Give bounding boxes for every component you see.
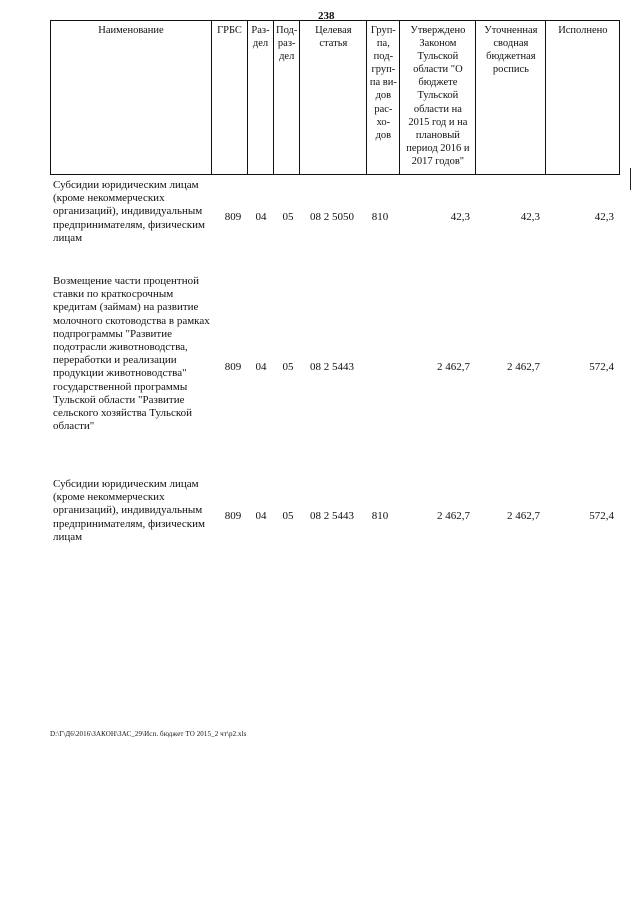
row-grbs: 809	[224, 211, 242, 223]
row-celevaya-statya: 08 2 5443	[310, 361, 354, 373]
header-utverzhdeno: Утверждено Законом Тульской области "О бюджете Тульской области на 2015 год и на плановый период 2016 и 2017 годов"	[400, 21, 476, 175]
header-razdel: Раз-дел	[248, 21, 274, 175]
header-podrazdel: Под-раз-дел	[274, 21, 300, 175]
footer-file-path: D:\Г\Д6\2016\ЗАКОН\ЗАС_29\Исп. бюджет ТО 2015_2 чт\р2.xls	[50, 730, 247, 738]
row-razdel: 04	[255, 211, 267, 223]
header-ispolneno: Исполнено	[546, 21, 620, 175]
row-gruppa: 810	[371, 510, 389, 522]
row-ispolneno: 572,4	[589, 510, 614, 522]
row-name: Возмещение части процентной ставки по краткосрочным кредитам (займам) на развитие молочного скотоводства в рамках подпрограммы "Развитие подотрасли животноводства, переработки и реализации продукции животноводства" государственной программы Тульской области "Развитие сельского хозяйства Тульской области"	[53, 275, 210, 433]
header-utochnennaya: Уточненная сводная бюджетная роспись	[476, 21, 546, 175]
table-header	[50, 20, 620, 175]
row-utochnennaya: 2 462,7	[507, 510, 540, 522]
row-razdel: 04	[255, 510, 267, 522]
row-ispolneno: 42,3	[594, 211, 614, 223]
header-name: Наименование	[51, 21, 212, 175]
header-grbs: ГРБС	[212, 21, 248, 175]
row-grbs: 809	[224, 361, 242, 373]
row-utochnennaya: 2 462,7	[507, 361, 540, 373]
row-grbs: 809	[224, 510, 242, 522]
header-gruppa: Груп-па, под-груп-па ви-дов рас-хо-дов	[367, 21, 400, 175]
page-number: 238	[318, 10, 335, 22]
row-gruppa: 810	[371, 211, 389, 223]
row-podrazdel: 05	[282, 510, 294, 522]
row-celevaya-statya: 08 2 5050	[310, 211, 354, 223]
row-utverzhdeno: 42,3	[450, 211, 470, 223]
row-utverzhdeno: 2 462,7	[437, 361, 470, 373]
row-podrazdel: 05	[282, 211, 294, 223]
scan-edge-mark	[630, 168, 631, 190]
row-name: Субсидии юридическим лицам (кроме некоммерческих организаций), индивидуальным предпринимателям, физическим лицам	[53, 478, 205, 543]
row-celevaya-statya: 08 2 5443	[310, 510, 354, 522]
row-podrazdel: 05	[282, 361, 294, 373]
row-utochnennaya: 42,3	[520, 211, 540, 223]
header-celevaya-statya: Целевая статья	[300, 21, 367, 175]
row-ispolneno: 572,4	[589, 361, 614, 373]
row-razdel: 04	[255, 361, 267, 373]
row-utverzhdeno: 2 462,7	[437, 510, 470, 522]
row-name: Субсидии юридическим лицам (кроме некоммерческих организаций), индивидуальным предпринимателям, физическим лицам	[53, 179, 205, 244]
